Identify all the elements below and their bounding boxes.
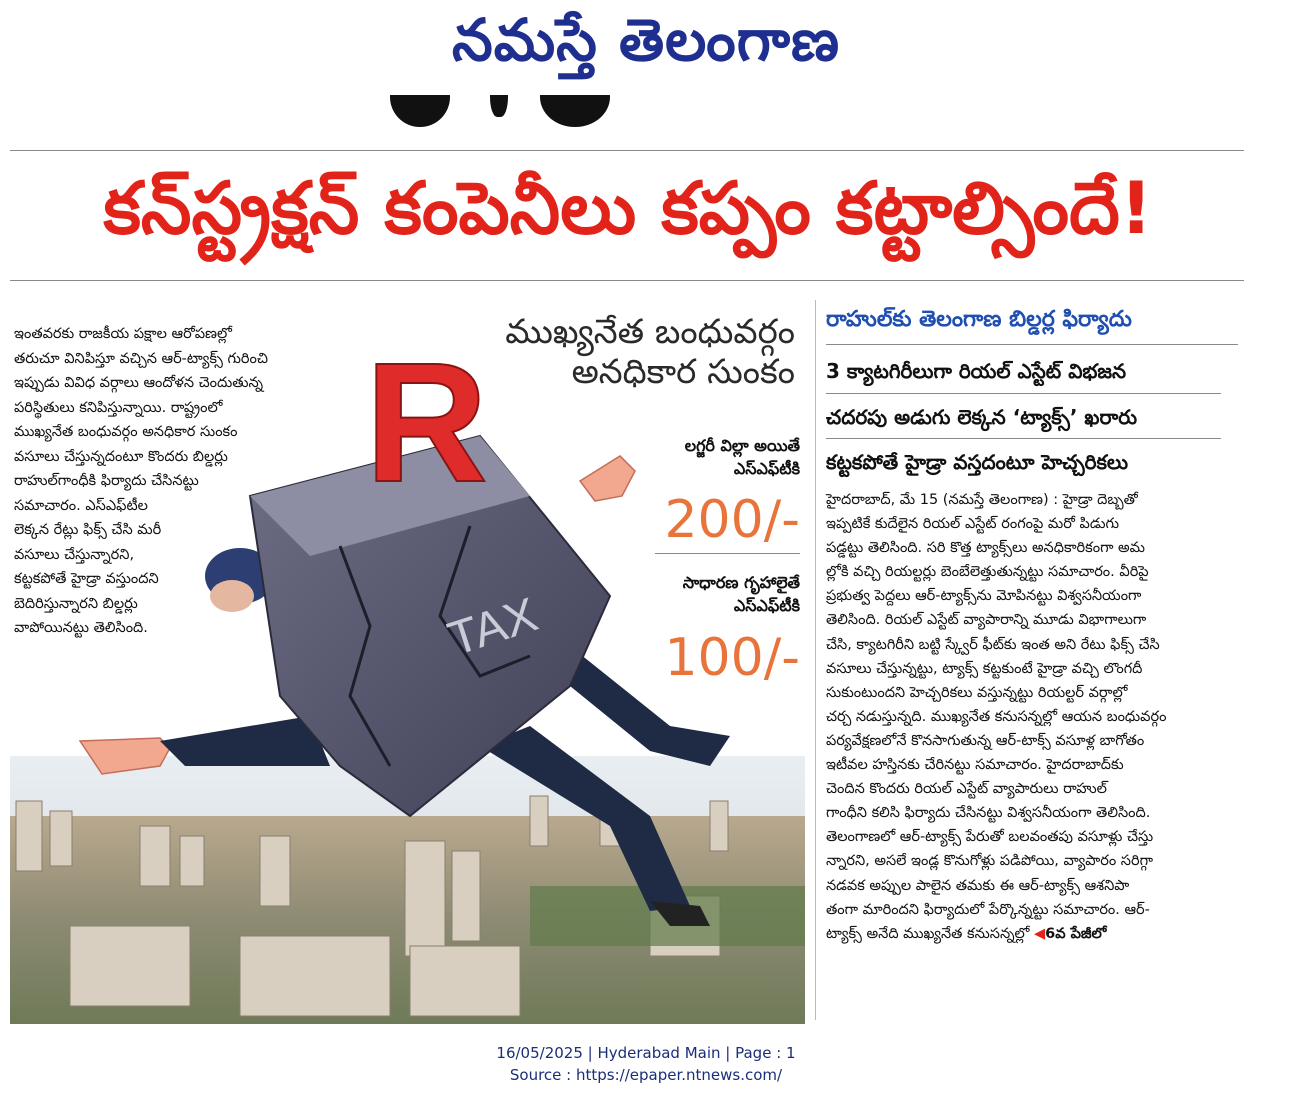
- main-headline: కన్‌స్ట్రక్షన్ కంపెనీలు కప్పం కట్టాల్సిందే!: [103, 166, 1153, 250]
- body-line: ట్యాక్స్ అనేది ముఖ్యనేత కనుసన్నల్లో: [826, 925, 1030, 942]
- continue-arrow-icon: ◀: [1034, 925, 1046, 942]
- rate-divider: [655, 553, 800, 554]
- body-line: పడ్డట్టు తెలిసింది. సరి కొత్త ట్యాక్స్‌లు అనధికారికంగా అమ: [826, 540, 1145, 557]
- body-line: న్నారని, అసలే ఇండ్ల కొనుగోళ్లు పడిపోయి, వ్యాపారం సరిగ్గా: [826, 853, 1153, 870]
- continued-label: 6వ పేజీలో: [1045, 925, 1107, 942]
- intro-line: వసూలు చేస్తున్నదంటూ కొందరు బిల్డర్లు: [14, 448, 228, 465]
- column-divider: [815, 300, 816, 1020]
- luxury-label-line-2: ఎస్ఎఫ్‌టీకి: [733, 459, 800, 478]
- r-letter: R: [365, 328, 488, 518]
- body-line: తెలిసింది. రియల్ ఎస్టేట్ వ్యాపారాన్ని మూడు విభాగాలుగా: [826, 612, 1147, 629]
- intro-line: ఇంతవరకు రాజకీయ పక్షాల ఆరోపణల్లో: [14, 326, 232, 342]
- deck-rule-1: [826, 393, 1221, 394]
- intro-text: [14, 322, 332, 641]
- body-line: ఇటీవల హస్తినకు చేరినట్టు సమాచారం. హైదరాబాద్‌కు: [826, 757, 1124, 774]
- deck-line-1: 3 క్యాటగిరీలుగా రియల్ ఎస్టేట్ విభజన: [826, 359, 1127, 383]
- body-line: ప్రభుత్వ పెద్దలు ఆర్-ట్యాక్స్‌ను మోపినట్టు విశ్వసనీయంగా: [826, 588, 1142, 605]
- cutoff-graphic: [390, 95, 620, 135]
- deck-line-2: చదరపు అడుగు లెక్కన ‘ట్యాక్స్’ ఖరారు: [826, 405, 1138, 429]
- body-line: గాంధీని కలిసి ఫిర్యాదు చేసినట్టు విశ్వసనీయంగా తెలిసింది.: [826, 805, 1151, 822]
- intro-line: వాపోయినట్టు తెలిసింది.: [14, 620, 148, 636]
- intro-line: వసూలు చేస్తున్నారని,: [14, 546, 135, 563]
- intro-line: తరుచూ వినిపిస్తూ వచ్చిన ఆర్-ట్యాక్స్ గురించి: [14, 350, 268, 367]
- graphic-subtitle-line-1: ముఖ్యనేత బంధువర్గం: [505, 312, 795, 352]
- body-line: తెలంగాణలో ఆర్-ట్యాక్స్ పేరుతో బలవంతపు వసూళ్లు చేస్తు: [826, 829, 1154, 846]
- graphic-subtitle-line-2: అనధికార సుంకం: [571, 352, 795, 392]
- body-line: పర్యవేక్షణలోనే కొనసాగుతున్న ఆర్-టాక్స్ వసూళ్ల బాగోతం: [826, 732, 1145, 749]
- right-title-rule: [826, 344, 1238, 345]
- body-line: ఇప్పటికే కుదేలైన రియల్ ఎస్టేట్ రంగంపై మరో పిడుగు: [826, 516, 1120, 533]
- body-line: సుకుంటుందని హెచ్చరికలు వస్తున్నట్టు రియల్టర్ వర్గాల్లో: [826, 684, 1128, 701]
- body-line: ల్లోకి వచ్చి రియల్టర్లు బెంబేలెత్తుతున్నట్టు సమాచారం. వీరిపై: [826, 564, 1149, 581]
- masthead-title: నమస్తే తెలంగాణ: [452, 6, 840, 74]
- regular-label-line-1: సాధారణ గృహాలైతే: [682, 573, 800, 592]
- body-line: చెందిన కొందరు రియల్ ఎస్టేట్ వ్యాపారులు రాహుల్: [826, 781, 1107, 798]
- intro-line: రాహుల్‌గాంధీకి ఫిర్యాదు చేసినట్టు: [14, 473, 199, 489]
- body-line: నడవక అప్పుల పాలైన తమకు ఈ ఆర్-ట్యాక్స్ ఆశనిపా: [826, 877, 1130, 894]
- deck-line-3: కట్టకపోతే హైడ్రా వస్తదంటూ హెచ్చరికలు: [826, 450, 1129, 474]
- intro-line: ముఖ్యనేత బంధువర్గం అనధికార సుంకం: [14, 424, 238, 440]
- regular-rate: 100/-: [664, 628, 800, 688]
- right-story-title: రాహుల్‌కు తెలంగాణ బిల్డర్ల ఫిర్యాదు: [826, 307, 1132, 332]
- regular-label-line-2: ఎస్ఎఫ్‌టీకి: [733, 596, 800, 615]
- body-line: తంగా మారిందని ఫిర్యాదులో పేర్కొన్నట్టు సమాచారం. ఆర్-: [826, 901, 1150, 918]
- luxury-rate: 200/-: [664, 490, 800, 550]
- body-line: వసూలు చేస్తున్నట్టు, ట్యాక్స్ కట్టకుంటే హైడ్రా వచ్చి లొంగదీ: [826, 660, 1143, 677]
- luxury-label: [640, 434, 800, 480]
- body-line-last: [826, 922, 1251, 946]
- footer-source-link[interactable]: Source : https://epaper.ntnews.com/: [509, 1066, 783, 1084]
- regular-label: [640, 571, 800, 617]
- top-rule: [10, 150, 1244, 151]
- deck-rule-2: [826, 438, 1221, 439]
- luxury-label-line-1: లగ్జరీ విల్లా అయితే: [684, 436, 800, 455]
- intro-line: కట్టకపోతే హైడ్రా వస్తుందని: [14, 571, 159, 587]
- headline-bottom-rule: [10, 280, 1244, 281]
- body-line: చర్చ నడుస్తున్నది. ముఖ్యనేత కనుసన్నల్లో ఆయన బంధువర్గం: [826, 708, 1167, 725]
- intro-line: ఇప్పుడు వివిధ వర్గాలు ఆందోళన చెందుతున్న: [14, 375, 264, 391]
- continued-link[interactable]: [1034, 926, 1106, 942]
- story-body: [826, 488, 1251, 946]
- footer-date-line: 16/05/2025 | Hyderabad Main | Page : 1: [496, 1044, 796, 1062]
- intro-line: బెదిరిస్తున్నారని బిల్డర్లు: [14, 595, 138, 612]
- tax-label: TAX: [442, 588, 544, 667]
- intro-line: లెక్కన రేట్లు ఫిక్స్ చేసి మరీ: [14, 522, 162, 538]
- intro-line: సమాచారం. ఎస్ఎఫ్‌టీల: [14, 497, 148, 514]
- graphic-subtitle: [500, 312, 795, 392]
- body-line: హైదరాబాద్, మే 15 (నమస్తే తెలంగాణ) : హైడ్రా దెబ్బతో: [826, 492, 1138, 508]
- intro-line: పరిస్థితులు కనిపిస్తున్నాయి. రాష్ట్రంలో: [14, 399, 223, 416]
- body-line: చేసి, క్యాటగిరీని బట్టి స్క్వేర్ ఫీట్‌కు ఇంత అని రేటు ఫిక్స్ చేసి: [826, 636, 1160, 653]
